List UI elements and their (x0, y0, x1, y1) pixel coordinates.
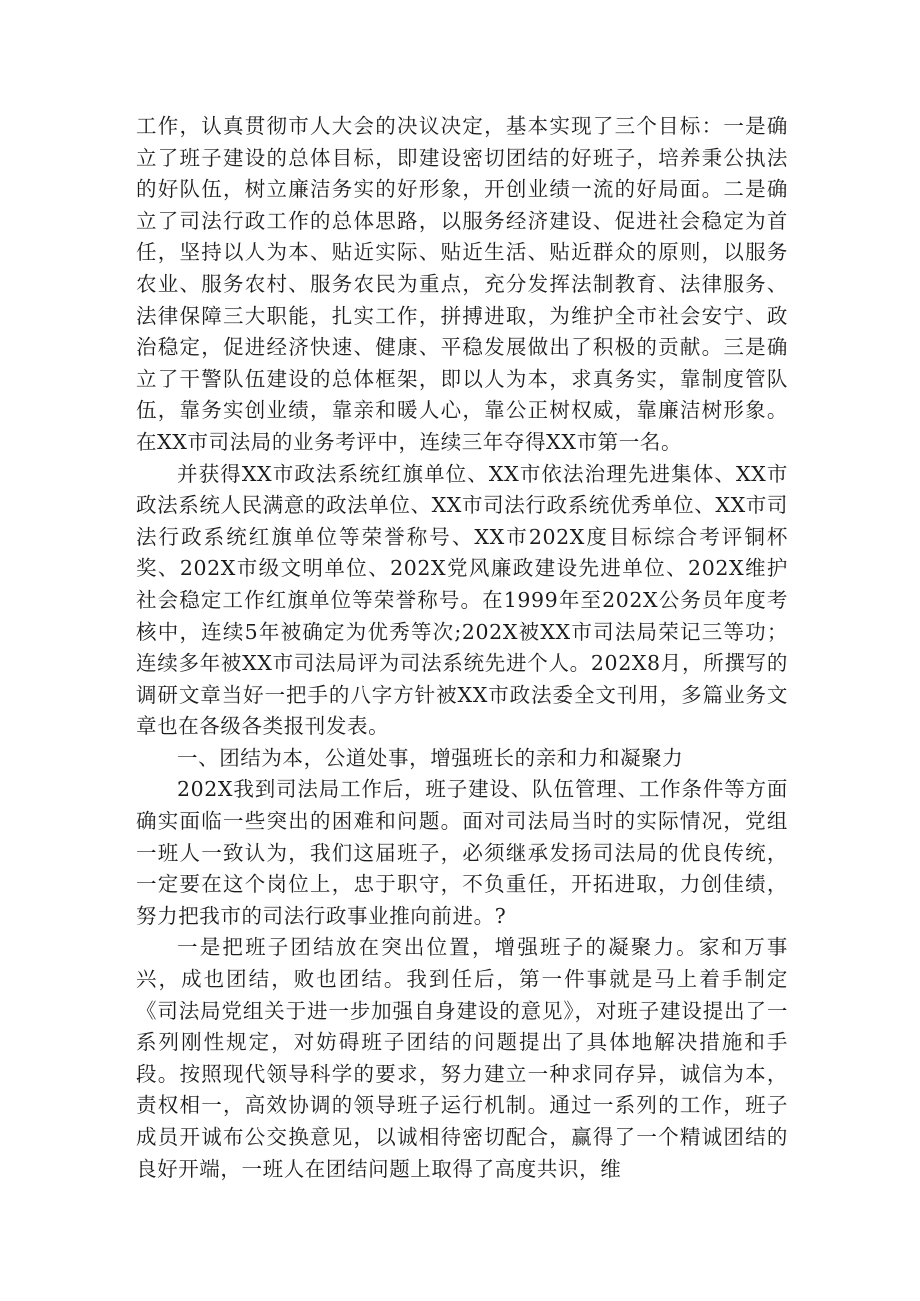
document-body (136, 111, 788, 1185)
paragraph-continuation: 工作，认真贯彻市人大会的决议决定，基本实现了三个目标：一是确立了班子建设的总体目标，即建设密切团结的好班子，培养秉公执法的好队伍，树立廉洁务实的好形象，开创业绩一流的好局面。二是确立了司法行政工作的总体思路，以服务经济建设、促进社会稳定为首任，坚持以人为本、贴近实际、贴近生活、贴近群众的原则，以服务农业、服务农村、服务农民为重点，充分发挥法制教育、法律服务、法律保障三大职能，扎实工作，拼搏进取，为维护全市社会安宁、政治稳定，促进经济快速、健康、平稳发展做出了积极的贡献。三是确立了干警队伍建设的总体框架，即以人为本，求真务实，靠制度管队伍，靠务实创业绩，靠亲和暖人心，靠公正树权威，靠廉洁树形象。在XX市司法局的业务考评中，连续三年夺得XX市第一名。 (136, 114, 788, 454)
section-heading: 一、团结为本，公道处事，增强班长的亲和力和凝聚力 (177, 745, 684, 770)
paragraph-honors: 并获得XX市政法系统红旗单位、XX市依法治理先进集体、XX市政法系统人民满意的政法单位、XX市司法行政系统优秀单位、XX市司法行政系统红旗单位等荣誉称号、XX市202X度目标综合考评铜杯奖、202X市级文明单位、202X党风廉政建设先进单位、202X维护社会稳定工作红旗单位等荣誉称号。在1999年至202X公务员年度考核中，连续5年被确定为优秀等次;202X被XX市司法局荣记三等功；连续多年被XX市司法局评为司法系统先进个人。202X8月，所撰写的调研文章当好一把手的八字方针被XX市政法委全文刊用，多篇业务文章也在各级各类报刊发表。 (136, 461, 788, 739)
paragraph-unity: 一是把班子团结放在突出位置，增强班子的凝聚力。家和万事兴，成也团结，败也团结。我到任后，第一件事就是马上着手制定《司法局党组关于进一步加强自身建设的意见》，对班子建设提出了一系列刚性规定，对妨碍班子团结的问题提出了具体地解决措施和手段。按照现代领导科学的要求，努力建立一种求同存异，诚信为本，责权相一，高效协调的领导班子运行机制。通过一系列的工作，班子成员开诚布公交换意见，以诚相待密切配合，赢得了一个精诚团结的良好开端，一班人在团结问题上取得了高度共识，维 (136, 935, 788, 1181)
paragraph-intro: 202X我到司法局工作后，班子建设、队伍管理、工作条件等方面确实面临一些突出的困难和问题。面对司法局当时的实际情况，党组一班人一致认为，我们这届班子，必须继承发扬司法局的优良传统，一定要在这个岗位上，忠于职守，不负重任，开拓进取，力创佳绩，努力把我市的司法行政事业推向前进。? (136, 777, 788, 928)
